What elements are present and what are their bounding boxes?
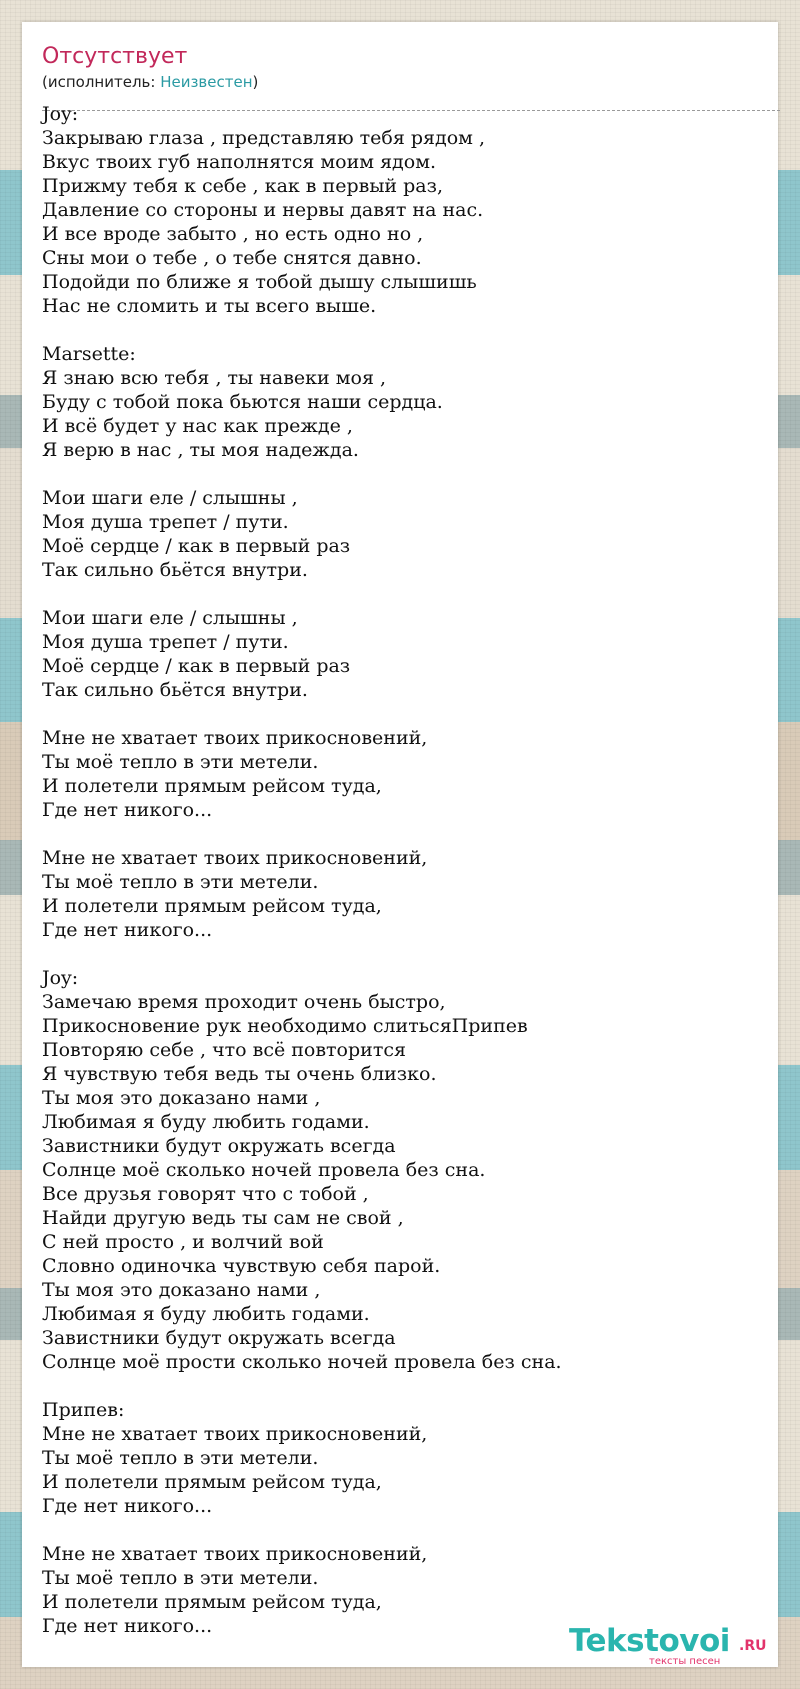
lyric-line: Ты моё тепло в эти метели. [42, 1567, 319, 1589]
lyric-line: Солнце моё прости сколько ночей провела без сна. [42, 1351, 562, 1373]
lyric-line: Припев: [42, 1399, 125, 1421]
logo-tagline: тексты песен [649, 1656, 721, 1667]
stanza-gap [42, 1374, 780, 1398]
artist-line [42, 72, 258, 92]
lyric-line: Солнце моё сколько ночей провела без сна. [42, 1159, 486, 1181]
lyric-line: Подойди по ближе я тобой дышу слышишь [42, 271, 477, 293]
lyric-line: Marsette: [42, 343, 136, 365]
lyric-line: Моя душа трепет / пути. [42, 631, 289, 653]
lyrics-body [42, 102, 780, 1638]
lyric-line: Мне не хватает твоих прикосновений, [42, 1423, 428, 1445]
lyric-line: Любимая я буду любить годами. [42, 1303, 370, 1325]
lyric-line: Прижму тебя к себе , как в первый раз, [42, 175, 444, 197]
lyric-line: И все вроде забыто , но есть одно но , [42, 223, 424, 245]
lyric-line: Завистники будут окружать всегда [42, 1135, 396, 1157]
lyric-line: Мне не хватает твоих прикосновений, [42, 1543, 428, 1565]
lyric-line: Найди другую ведь ты сам не свой , [42, 1207, 404, 1229]
lyric-line: И полетели прямым рейсом туда, [42, 895, 382, 917]
lyric-line: Моя душа трепет / пути. [42, 511, 289, 533]
lyric-line: Ты моё тепло в эти метели. [42, 871, 319, 893]
lyric-line: Joy: [42, 103, 79, 125]
stanza-gap [42, 1518, 780, 1542]
stanza-gap [42, 702, 780, 726]
lyric-line: Моё сердце / как в первый раз [42, 655, 351, 677]
lyric-line: Все друзья говорят что с тобой , [42, 1183, 369, 1205]
lyric-line: Ты моя это доказано нами , [42, 1279, 321, 1301]
stanza-gap [42, 582, 780, 606]
lyric-line: Joy: [42, 967, 79, 989]
lyric-line: Мои шаги еле / слышны , [42, 607, 298, 629]
song-title: Отсутствует [42, 44, 188, 69]
lyric-line: И полетели прямым рейсом туда, [42, 1591, 382, 1613]
stanza-gap [42, 942, 780, 966]
lyric-line: Словно одиночка чувствую себя парой. [42, 1255, 441, 1277]
artist-link[interactable]: Неизвестен [160, 73, 253, 91]
lyric-line: Я знаю всю тебя , ты навеки моя , [42, 367, 387, 389]
lyric-line: Я чувствую тебя ведь ты очень близко. [42, 1063, 437, 1085]
lyric-line: И полетели прямым рейсом туда, [42, 775, 382, 797]
lyric-line: Мне не хватает твоих прикосновений, [42, 727, 428, 749]
lyric-line: И всё будет у нас как прежде , [42, 415, 353, 437]
lyric-line: Прикосновение рук необходимо слитьсяПрипев [42, 1015, 528, 1037]
lyric-line: Где нет никого... [42, 799, 213, 821]
lyric-line: Мне не хватает твоих прикосновений, [42, 847, 428, 869]
lyric-line: Мои шаги еле / слышны , [42, 487, 298, 509]
lyric-line: Вкус твоих губ наполнятся моим ядом. [42, 151, 437, 173]
lyric-line: Где нет никого... [42, 1495, 213, 1517]
lyric-line: Нас не сломить и ты всего выше. [42, 295, 377, 317]
lyric-line: Давление со стороны и нервы давят на нас. [42, 199, 484, 221]
lyric-line: Я верю в нас , ты моя надежда. [42, 439, 359, 461]
stanza-gap [42, 318, 780, 342]
lyric-line: Моё сердце / как в первый раз [42, 535, 351, 557]
artist-prefix: (исполнитель: [42, 73, 161, 91]
lyric-line: Ты моё тепло в эти метели. [42, 1447, 319, 1469]
lyric-line: Закрываю глаза , представляю тебя рядом , [42, 127, 486, 149]
lyric-line: С ней просто , и волчий вой [42, 1231, 324, 1253]
artist-suffix: ) [252, 73, 259, 91]
lyric-line: Ты моё тепло в эти метели. [42, 751, 319, 773]
lyric-line: И полетели прямым рейсом туда, [42, 1471, 382, 1493]
stanza-gap [42, 822, 780, 846]
lyric-line: Буду с тобой пока бьются наши сердца. [42, 391, 443, 413]
lyric-line: Так сильно бьётся внутри. [42, 559, 308, 581]
lyric-line: Любимая я буду любить годами. [42, 1111, 370, 1133]
lyric-line: Где нет никого... [42, 919, 213, 941]
site-logo[interactable] [569, 1624, 769, 1668]
lyric-line: Замечаю время проходит очень быстро, [42, 991, 446, 1013]
lyric-line: Завистники будут окружать всегда [42, 1327, 396, 1349]
lyrics-card [22, 22, 778, 1667]
lyric-line: Так сильно бьётся внутри. [42, 679, 308, 701]
lyric-line: Ты моя это доказано нами , [42, 1087, 321, 1109]
lyric-line: Повторяю себе , что всё повторится [42, 1039, 406, 1061]
logo-tld: .RU [739, 1638, 767, 1654]
logo-wordmark: Tekstovoi [569, 1623, 730, 1659]
lyric-line: Сны мои о тебе , о тебе снятся давно. [42, 247, 422, 269]
lyric-line: Где нет никого... [42, 1615, 213, 1637]
stanza-gap [42, 462, 780, 486]
